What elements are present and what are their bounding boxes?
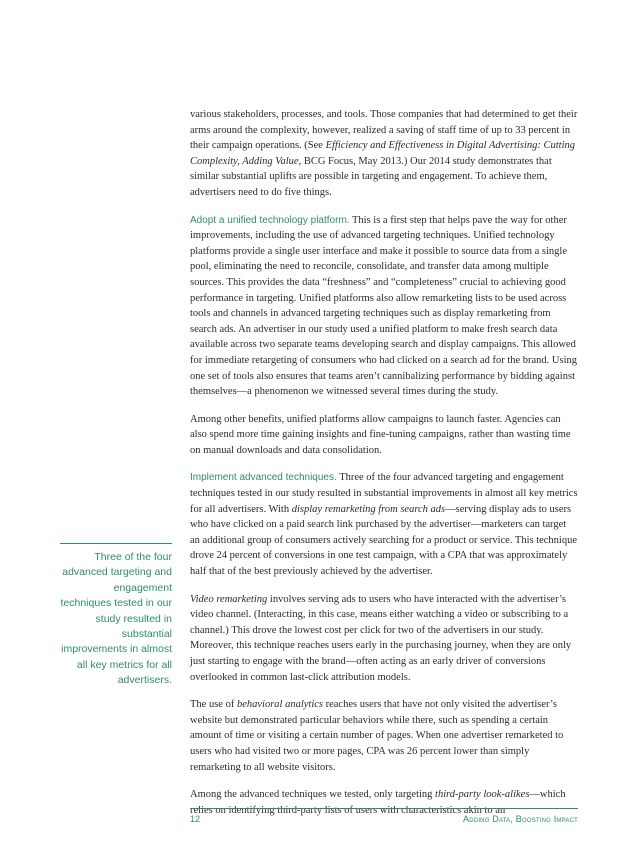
body-text-column	[190, 107, 578, 830]
paragraph-3: Among other benefits, unified platforms allow campaigns to launch faster. Agencies can also spend more time gaining insights and fine-tuning campaigns, rather than wasting time on manual downloads and data consolidation.	[190, 413, 571, 456]
paragraph-6-term: behavioral analytics	[236, 699, 323, 711]
paragraph-6-text-b: reaches users that have not only visited the advertiser’s website but demonstrated particular behaviors while there, such as spending a certain amount of time or visiting a certain number of pages. When one advertiser remarketed to users who had visited two or more pages, CPA was 26 percent lower than simply remarketing to all website visitors.	[190, 699, 564, 773]
paragraph-4-text-b: —serving display ads to users who have clicked on a paid search link purchased by the advertiser—marketers can target an additional group of consumers actively searching for a product or service. This technique drove 24 percent of conversions in one test campaign, with a CPA that was approximately half that of the best previously achieved by the advertiser.	[190, 503, 578, 578]
paragraph-7-text-a: Among the advanced techniques we tested, only targeting	[190, 789, 436, 801]
paragraph-4	[190, 470, 578, 579]
paragraph-7-term: third-party look-alikes	[435, 789, 530, 801]
paragraph-6-text-a: The use of	[190, 699, 237, 711]
page-number: 12	[190, 814, 201, 824]
paragraph-5	[190, 592, 578, 686]
footer-divider	[190, 808, 578, 809]
paragraph-4-term: display remarketing from search ads	[291, 503, 446, 515]
paragraph-6	[190, 697, 578, 775]
pull-quote: Three of the four advanced targeting and engagement techniques tested in our study resulted in substantial improvements in almost all key metrics for all advertisers.	[60, 543, 172, 689]
paragraph-2	[190, 213, 578, 400]
paragraph-1-reference: Efficiency and Effectiveness in Digital Advertising: Cutting Complexity, Adding Value,	[190, 140, 575, 167]
paragraph-1-text-a: various stakeholders, processes, and tools. Those companies that had determined to get their arms around the complexity, however, realized a saving of staff time of up to 33 percent in their campaign operations. (See	[190, 109, 578, 152]
running-title: Adding Data, Boosting Impact	[463, 814, 578, 824]
paragraph-1	[190, 107, 578, 201]
section-lead-advanced-techniques: Implement advanced techniques.	[190, 472, 337, 484]
paragraph-5-text: involves serving ads to users who have interacted with the advertiser’s video channel. (Interacting, in this case, means either watching a video or subscribing to a channel.) This drove the lowest cost per click for two of the advertisers in our study. Moreover, this technique reaches users early in the purchasing journey, when they are only just starting to engage with the brand—often acting as an early driver of conversions overlooked in common last-click attribution models.	[190, 593, 572, 683]
paragraph-7-text-b: —which relies on identifying third-party lists of users with characteristics akin to an	[190, 789, 566, 816]
paragraph-1-text-b: BCG Focus, May 2013.) Our 2014 study demonstrates that similar substantial uplifts are possible in targeting and engagement. To achieve them, advertisers need to do five things.	[190, 155, 552, 198]
paragraph-5-term: Video remarketing	[190, 593, 268, 605]
section-lead-unified-platform: Adopt a unified technology platform.	[190, 214, 350, 226]
paragraph-4-text-a: Three of the four advanced targeting and engagement techniques tested in our study resulted in substantial improvements in almost all key metrics for all advertisers. With	[190, 472, 578, 515]
paragraph-2-text: This is a first step that helps pave the way for other improvements, including the use of advanced targeting techniques. Unified technology platforms provide a single user interface and make it possible to source data from a single pool, eliminating the need to reconcile, consolidate, and transfer data among multiple sources. This provides the data “freshness” and “completeness” crucial to achieving good performance in targeting. Unified platforms also allow remarketing lists to be used across tools and channels in advanced targeting techniques such as display remarketing from search ads. An advertiser in our study used a unified platform to make fresh search data available across two separate teams developing search and display campaigns. This allowed for immediate retargeting of consumers who had clicked on a search ad for the brand. Using one set of tools also ensures that teams aren’t cannibalizing performance by bidding against themselves—a phenomenon we witnessed several times during the study.	[190, 214, 578, 398]
